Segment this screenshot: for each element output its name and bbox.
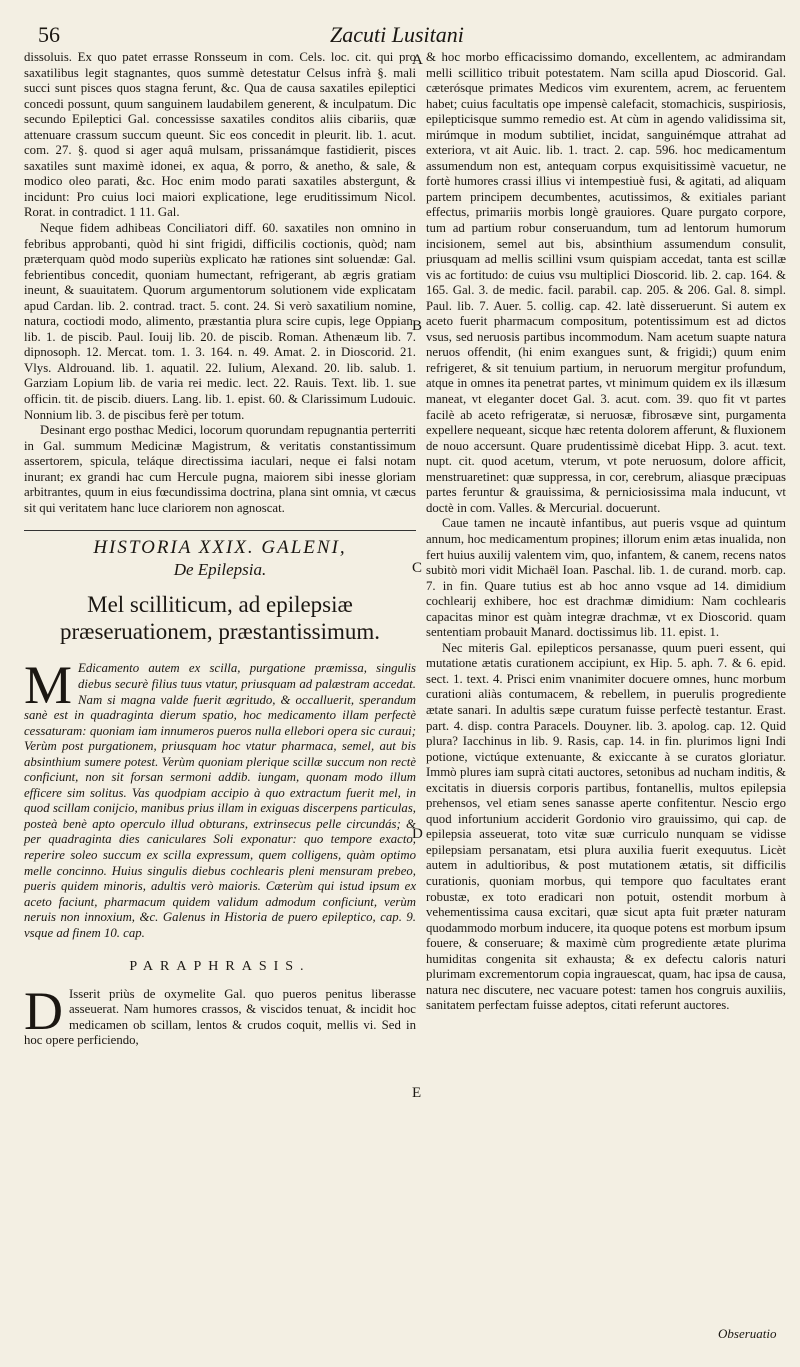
margin-letter-d: D: [412, 826, 423, 842]
right-paragraph-2: Caue tamen ne incautè infantibus, aut pueris vsque ad quintum annum, hoc medicamentum propines; illorum enim ætas inualida, non fert huius auxilij valentem vim, quo, infantem, & canem, recens natos subitò mori vidit Michaël Ioan. Paschal. lib. 1. de curand. morb. cap. 7. in fin. Quare tutius est ab hoc anno vsque ad 14. dimidium cochlearij exhibere, hoc est drachmæ dimidium: Nam cochlearis capacitas minor est quàm integræ drachmæ, vt ex Dioscorid. quam sententiam probauit Manard. doctissimus lib. 11. epist. 1.: [426, 516, 786, 640]
left-paragraph-1: dissoluis. Ex quo patet errasse Ronsseum in com. Cels. loc. cit. qui pro saxatilibus legit stagnantes, quos summè detestatur Celsus infrà §. mali succi sunt pisces quos stagna ferunt, &c. Qua de causa saxatiles epileptici concedi possunt, quum sanguinem laudabilem generent, & inculpatum. Dic secundo Epileptici Gal. concessisse saxatiles conditos aliis cibariis, quæ attenuare crassum succum queunt. Sic eos concedit in pleurit. lib. 1. acut. com. 27. §. quod si ager aquâ mulsam, prissanámque fastidierit, pisces saxatiles sunt maximè idonei, ex aqua, & porro, & anetho, & sale, & modico oleo parati, &c. Hoc enim modo parati saxatiles abstergunt, & incidunt: Pro cuius loci maiori explicatione, lege eruditissimum Nicol. Rorat. in contradict. 1 11. Gal.: [24, 50, 416, 220]
right-paragraph-1: & hoc morbo efficacissimo domando, excellentem, ac admirandam melli scillitico tribuit potestatem. Nam scilla apud Dioscorid. Gal. cæterósque primates Medicos vim exurentem, acrem, ac feruentem habet; cuius facultatis ope impensè calefacit, stomachicis, suspiriosis, epilepticisque summo remedio est. At cùm in agendo validissima sit, mirúmque in modum subtiliet, incidat, sanguinémque attrahat ad exteriora, vt ait Auic. lib. 1. tract. 2. cap. 596. hoc medicamentum assumendum non est, antequam corpus exquisitissimè vacuetur, ne fortè humores crassi illius vi intempestiuè fusi, & agitati, ad aliquam partem principem decumbentes, acutissimos, & exitiales pariant effectus, primariis morbis longè grauiores. Quare purgato corpore, tum ad partium robur conseruandum, tum ad lentorum humorum incisionem, semel aut bis, absinthium assumendum consulit, priusquam ad mellis scillini vsum quispiam accedat, tanta est scillæ vis ac fortitudo: de cuius vsu multiplici Dioscorid. lib. 2. cap. 164. & 165. Gal. 3. de medic. facil. parabil. cap. 205. & 206. Gal. 8. simpl. Paul. lib. 7. Auer. 5. collig. cap. 42. latè disseruerunt. Si autem ex aceto fuerit pharmacum compositum, potentissimum est ad dictos vsus, sed neruosis partibus incommodum. Nam acetum suapte natura neruos offendit, (hi enim exangues sunt, & frigidi;) quum enim refrigeret, & sit tenuium partium, in neruorum mergitur profundum, atque in omnes ita penetrat partes, vt minimum quidem ex ils illæsum maneat, vt eleganter docet Gal. 3. acut. com. 39. quo fit vt partes facilè ab aceto refrigeratæ, si neruosæ, fibrosæve sint, purgamenta expellere nequeant, sicque hæc retenta dolorem afferunt, & fluxionem de nouo accersunt. Quare prudentissimè dicebat Hipp. 3. acut. text. nupt. cit. quod acetum, vterum, vt pote neruosum, dolore afficit, menstruaretinet: quæ suppressa, in cor, cerebrum, aliasque præcipuas partes feruntur & grauissima, & perniciosissima mala inducunt, vt doctè in com. Valles. & Mercurial. docuerunt.: [426, 50, 786, 515]
left-paragraph-2: Neque fidem adhibeas Conciliatori diff. 60. saxatiles non omnino in febribus approbanti, quòd hi sint frigidi, difficilis coctionis, quòd; nam præterquam quòd modo superiùs explicato hæ rationes sint soluendæ: Gal. febrientibus concedit, quoniam humectant, refrigerant, ab ægris gratiam ineunt, & suauitatem. Quorum argumentorum solutionem vide explicatam apud Cardan. lib. 2. contrad. tract. 5. cont. 24. Si verò saxatilium nomine, natura, coctiodi modo, alimento, præstantia plura scire cupis, lege Oppian. lib. 1. de piscib. Paul. Iouij lib. 20. de piscib. Roman. Athenæum lib. 7. dipnosoph. 12. Mercat. tom. 1. 3. 164. n. 49. Amat. 2. in Dioscorid. 21. Vlys. Aldrouand. lib. 1. aquatil. 22. Iulium, Alexand. 20. lib. salub. 1. Garziam Lopium lib. de varia rei medic. lect. 22. Rauis. Text. lib. 1. sue officin. tit. de piscib. diuers. Lang. lib. 1. epist. 60. & Clarissimum Ludouic. Nonnium lib. 3. de piscibus ferè per totum.: [24, 221, 416, 422]
historia-subtitle: De Epilepsia.: [173, 560, 267, 580]
section-divider: [24, 530, 416, 531]
right-paragraph-3: Nec miteris Gal. epilepticos persanasse, quum pueri essent, qui mutatione ætatis curationem accipiunt, ex Hip. 5. aph. 7. & 6. epid. sect. 1. text. 4. Prisci enim vnanimiter docuere omnes, hunc morbum curationi aliàs contumacem, & rebellem, in puerulis progrediente ætate sanari. In adultis sæpe curatum fuisse perfectè testantur. Erast. part. 4. disp. contra Paracels. Douyner. lib. 3. apolog. cap. 12. Quid plura? Iacchinus in lib. 9. Rasis, cap. 14. in fin. plurimos ligni Indi potione, victúque extenuante, & exiccante à se curatos gloriatur. Immò plures iam suprà citati auctores, setonibus ad nucham inditis, & excitatis in diuersis corporis partibus, fontanellis, multos epilepsia prehensos, vel etiam senes sanasse aperte confitentur. Nescio ergo quod infortunium acciderit Gordonio viro grauissimo, qui cap. de epilepsia asseuerat, toto vitæ suæ curriculo nunquam se vidisse epilepsiam persanatam, etsi plura auxilia fuerit exequutus. Licèt autem in adultioribus, & post mutationem ætatis, sit difficilis curationis, quoniam morbus, qui tempore quo facultates erant robustæ, ex toto eradicari non potuit, ostendit morbum à vehementissima causa excitari, quæ sicut apta fuit præter naturam quodammodo morbum inducere, ita quoque potens est morbum ipsum fouere, & conseruare; & maximè cùm progrediente ætate plurima humiditas congenita sit exhausta; & ex defectu caloris naturi plurimam excrementorum copia ingrauescat, quam, hac ipsa de causa, natura nec discutere, nec vacuare potest: tamen hos congruis auxiliis, sanitatem perfectam fuisse adeptos, citati referunt auctores.: [426, 640, 786, 1013]
paraphrasis-text: [24, 980, 416, 1049]
margin-letter-c: C: [412, 560, 423, 576]
catchword: Obseruatio: [718, 1326, 777, 1341]
galen-quote: [24, 655, 416, 941]
paraphrasis-drop-cap: D: [24, 980, 63, 1041]
left-column: [24, 50, 416, 1049]
left-paragraph-3: Desinant ergo posthac Medici, locorum quorundam repugnantia perterriti in Gal. summum Medicinæ Magistrum, & veritatis constantissimum assertorem, spicula, teláque directissima iaculari, neque ei falsi notam inurant; ex grandi hac cum Hercule pugna, maiorem sibi inesse gloriam arbitrantes, quum in eius fœcundissima doctrina, plana sint omnia, vt cæcus sit qui veritatem hanc luce clariorem non agnoscat.: [24, 423, 416, 515]
historia-title: HISTORIA XXIX. GALENI,: [93, 537, 347, 559]
margin-letter-e: E: [412, 1085, 422, 1101]
right-column: [426, 50, 786, 1014]
quote-drop-cap: M: [24, 655, 73, 716]
page-number: 56: [38, 22, 60, 47]
quote-text: Edicamento autem ex scilla, purgatione præmissa, singulis diebus securè filius tuus vtatur, priusquam ad palæstram accedat. Nam si magna valde fuerit ægritudo, & occalluerit, sperandum sanè est in quadraginta dierum spatio, hoc medicamento illam perfectè cessaturam: quoniam iam innumeros pueros nulla ellebori opera sic curaui; Verùm post purgationem, priusquam hoc vtatur pharmaca, semel, aut bis absinthium sumere potest. Verùm quoniam plerique scillæ succum non rectè conficiunt, non sit forsan sermoni addib. iungam, quonam modo illum efficere sim solitus. Vas quodpiam accipio à quo extractum fuerit mel, in quod scillam conijcio, manibus prius illam in exiguas discerpens particulas, posteà benè apto operculo illud obturans, extrinsecus pelle circundás; & per quadraginta dies caniculares Soli exponatur: quo tempore exacto, reperire soleo succum ex scilla expressum, quem colligens, quàm optimo melle concinno. Huius singulis diebus cochlearis pleni mensuram prebeo, pueris quidem minoris, adultis verò maioris. Cæterùm qui istud ipsum ex aceto faciunt, pharmacum quidem validum admodum conficiunt, verùm neruis non innoxium, &c. Galenus in Historia de puero epileptico, cap. 9. vsque ad finem 10. cap.: [24, 661, 416, 940]
remedy-heading: Mel scilliticum, ad epilepsiæ præseruationem, præstantissimum.: [59, 592, 381, 645]
paraphrasis-heading: PARAPHRASIS.: [129, 959, 311, 975]
margin-letter-a: A: [412, 52, 423, 68]
margin-letter-b: B: [412, 318, 423, 334]
running-title: Zacuti Lusitani: [330, 22, 464, 47]
paraphrasis-body: Isserit priùs de oxymelite Gal. quo pueros penitus liberasse asseuerat. Nam humores crassos, & viscidos tenuat, & incidit hoc medicamen ob scillam, lentos & crudos coquit, mellis vi. Sed in hoc opere perficiendo,: [24, 986, 416, 1048]
